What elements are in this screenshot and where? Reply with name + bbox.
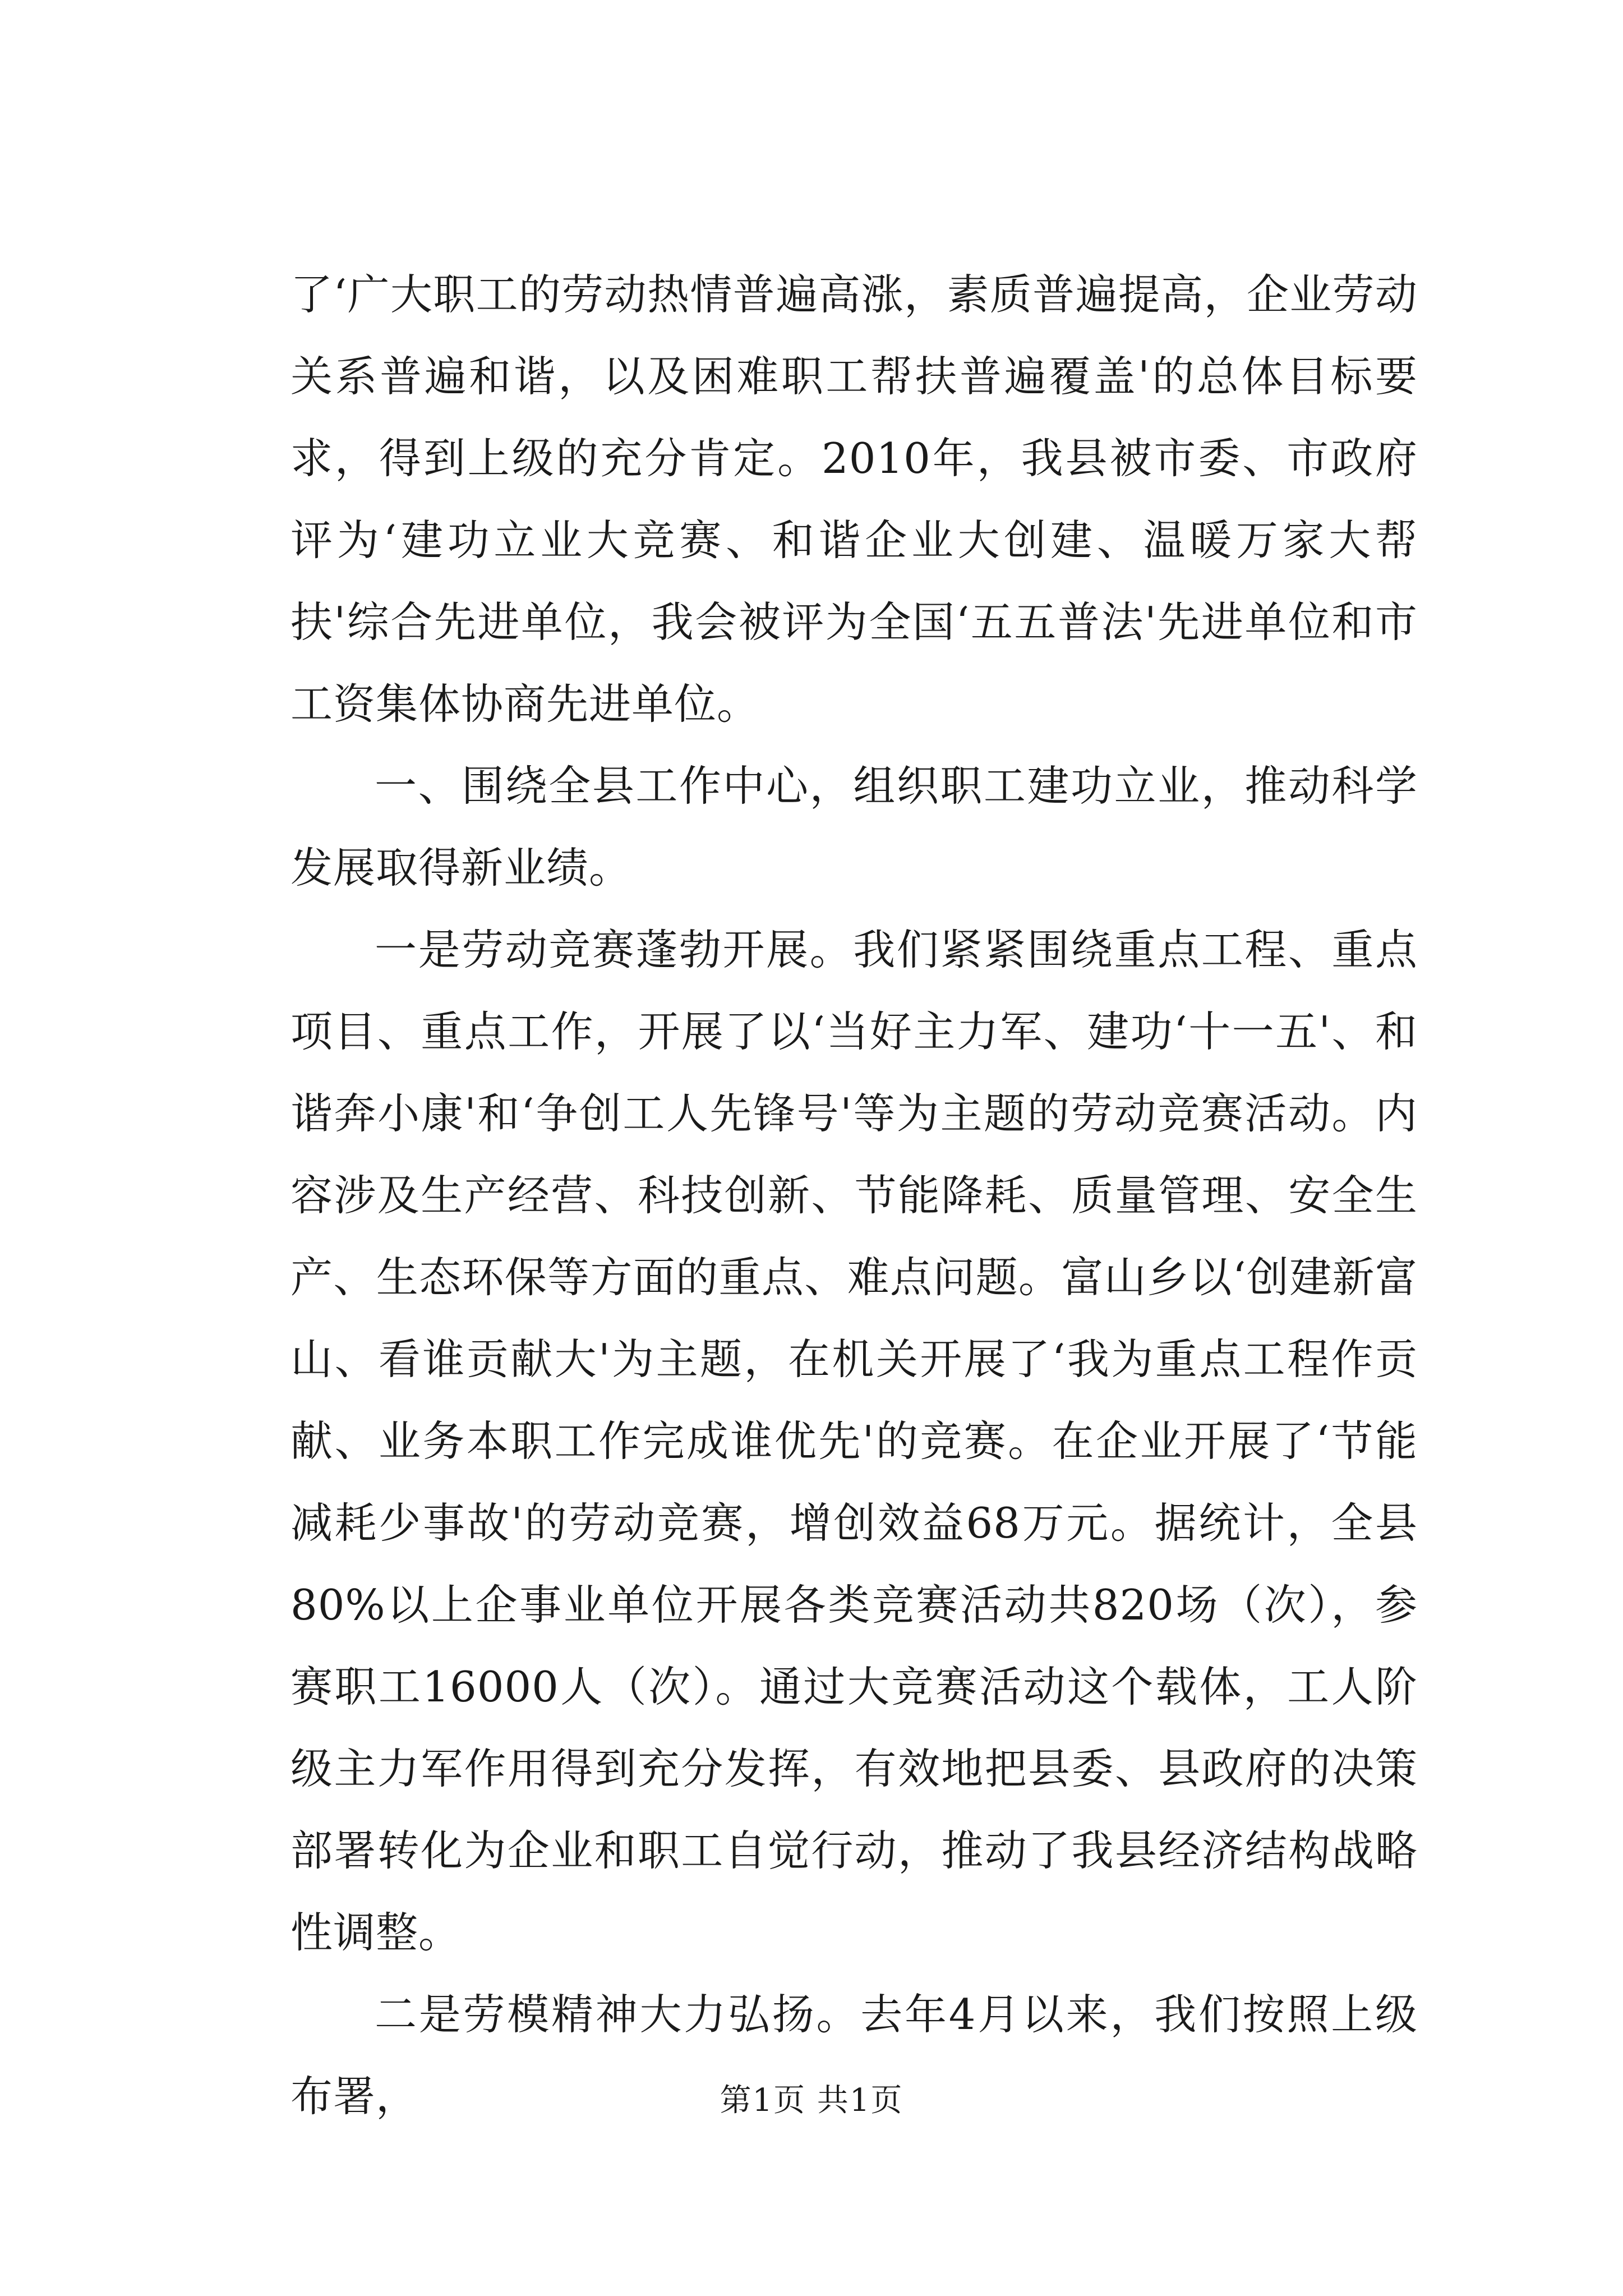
paragraph-section-heading: 一、围绕全县工作中心，组织职工建功立业，推动科学发展取得新业绩。 bbox=[291, 761, 1418, 892]
document-body bbox=[291, 254, 1418, 2137]
paragraph-labor-competition: 一是劳动竞赛蓬勃开展。我们紧紧围绕重点工程、重点项目、重点工作，开展了以‘当好主力军、建功‘十一五'、和谐奔小康'和‘争创工人先锋号'等为主题的劳动竞赛活动。内容涉及生产经营、科技创新、节能降耗、质量管理、安全生产、生态环保等方面的重点、难点问题。富山乡以‘创建新富山、看谁贡献大'为主题，在机关开展了‘我为重点工程作贡献、业务本职工作完成谁优先'的竞赛。在企业开展了‘节能减耗少事故'的劳动竞赛，增创效益68万元。据统计，全县80%以上企事业单位开展各类竞赛活动共820场（次），参赛职工16000人（次）。通过大竞赛活动这个载体，工人阶级主力军作用得到充分发挥，有效地把县委、县政府的决策部署转化为企业和职工自觉行动，推动了我县经济结构战略性调整。 bbox=[291, 925, 1418, 1957]
page-footer: 第1页 共1页 bbox=[720, 2082, 903, 2119]
paragraph-model-worker-spirit: 二是劳模精神大力弘扬。去年4月以来，我们按照上级布署， bbox=[291, 1990, 1418, 2121]
paragraph-continuation: 了‘广大职工的劳动热情普遍高涨，素质普遍提高，企业劳动关系普遍和谐，以及困难职工帮扶普遍覆盖'的总体目标要求，得到上级的充分肯定。2010年，我县被市委、市政府评为‘建功立业大竞赛、和谐企业大创建、温暖万家大帮扶'综合先进单位，我会被评为全国‘五五普法'先进单位和市工资集体协商先进单位。 bbox=[291, 270, 1418, 729]
